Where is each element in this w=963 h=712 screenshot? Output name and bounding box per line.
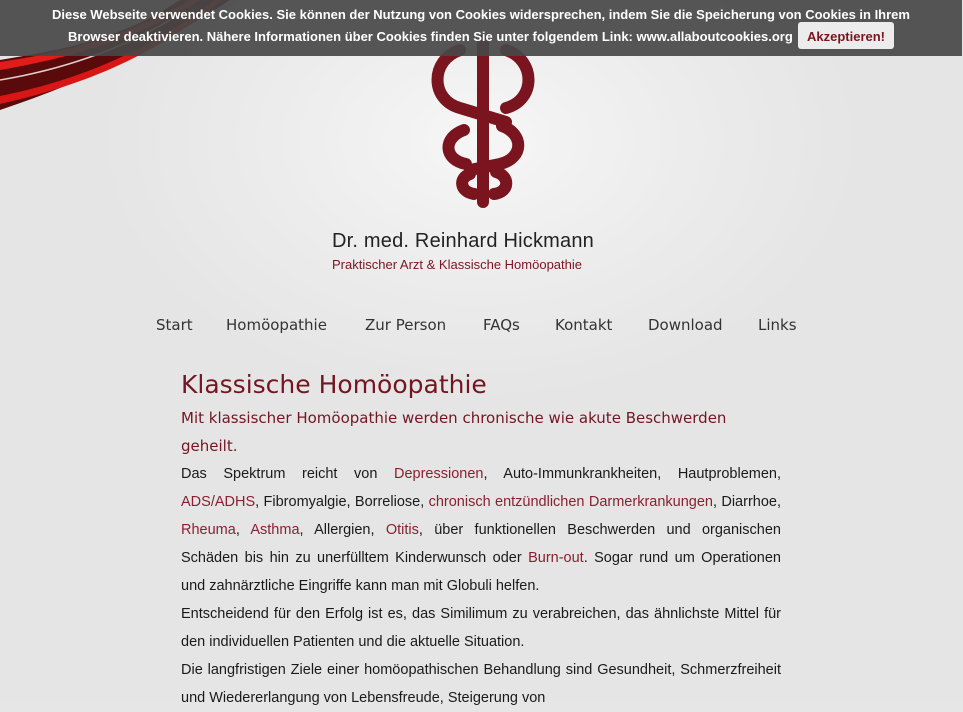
- page-title: Klassische Homöopathie: [181, 370, 487, 399]
- text: , Diarrhoe,: [712, 494, 781, 510]
- text: . Sogar rund um Operationen und zahnärztliche Eingriffe kann man mit Globuli helfen.: [181, 550, 781, 594]
- paragraph-goals: Die langfristigen Ziele einer homöopathischen Behandlung sind Gesundheit, Schmerzfreiheit und Wiedererlangung von Lebensfreude, Steigerung von: [181, 662, 781, 706]
- brand-subtitle: Praktischer Arzt & Klassische Homöopathie: [332, 257, 582, 272]
- brand-name: Dr. med. Reinhard Hickmann: [332, 230, 594, 252]
- text: ,: [235, 522, 251, 538]
- main-content: [181, 368, 781, 712]
- accept-cookies-button[interactable]: Akzeptieren!: [798, 22, 894, 49]
- link-rheuma[interactable]: Rheuma: [181, 522, 236, 538]
- link-darmerkrankungen[interactable]: chronisch entzündlichen Darmerkrankungen: [428, 494, 713, 510]
- link-burn-out[interactable]: Burn-out: [528, 550, 584, 566]
- link-otitis[interactable]: Otitis: [385, 522, 419, 538]
- nav-item-download[interactable]: Download: [648, 316, 723, 334]
- cookie-banner: [0, 0, 962, 56]
- link-ads-adhs[interactable]: ADS/ADHS: [181, 494, 256, 510]
- nav-item-faqs[interactable]: FAQs: [483, 316, 520, 334]
- link-asthma[interactable]: Asthma: [250, 522, 300, 538]
- paragraph-spectrum: [181, 460, 781, 600]
- caduceus-icon: [420, 30, 546, 210]
- nav-item-start[interactable]: Start: [156, 316, 193, 334]
- cookie-banner-text-line1: Diese Webseite verwendet Cookies. Sie können der Nutzung von Cookies widersprechen, indem Sie die Speicherung von Cookies in Ihrem: [52, 7, 910, 22]
- text: Das Spektrum reicht von: [181, 466, 394, 482]
- text: , Fibromyalgie, Borreliose,: [255, 494, 429, 510]
- cookie-banner-text-line2: Browser deaktivieren. Nähere Informationen über Cookies finden Sie unter folgendem Link: www.allaboutcookies.org: [68, 29, 793, 44]
- paragraph-similimum: Entscheidend für den Erfolg ist es, das Similimum zu verabreichen, das ähnlichste Mittel für den individuellen Patienten und die aktuelle Situation.: [181, 606, 781, 650]
- text: , Allergien,: [299, 522, 386, 538]
- text: , Auto-Immunkrankheiten, Hautproblemen,: [483, 466, 781, 482]
- nav-item-homoeopathie[interactable]: Homöopathie: [226, 316, 327, 334]
- lead-text: Mit klassischer Homöopathie werden chronische wie akute Beschwerden geheilt.: [181, 409, 727, 455]
- nav-item-links[interactable]: Links: [758, 316, 797, 334]
- text: , über funktionellen Beschwerden und organischen Schäden bis hin zu unerfülltem Kinderwunsch oder: [181, 522, 781, 566]
- link-depressionen[interactable]: Depressionen: [393, 466, 484, 482]
- nav-item-kontakt[interactable]: Kontakt: [555, 316, 613, 334]
- nav-item-zur-person[interactable]: Zur Person: [365, 316, 447, 334]
